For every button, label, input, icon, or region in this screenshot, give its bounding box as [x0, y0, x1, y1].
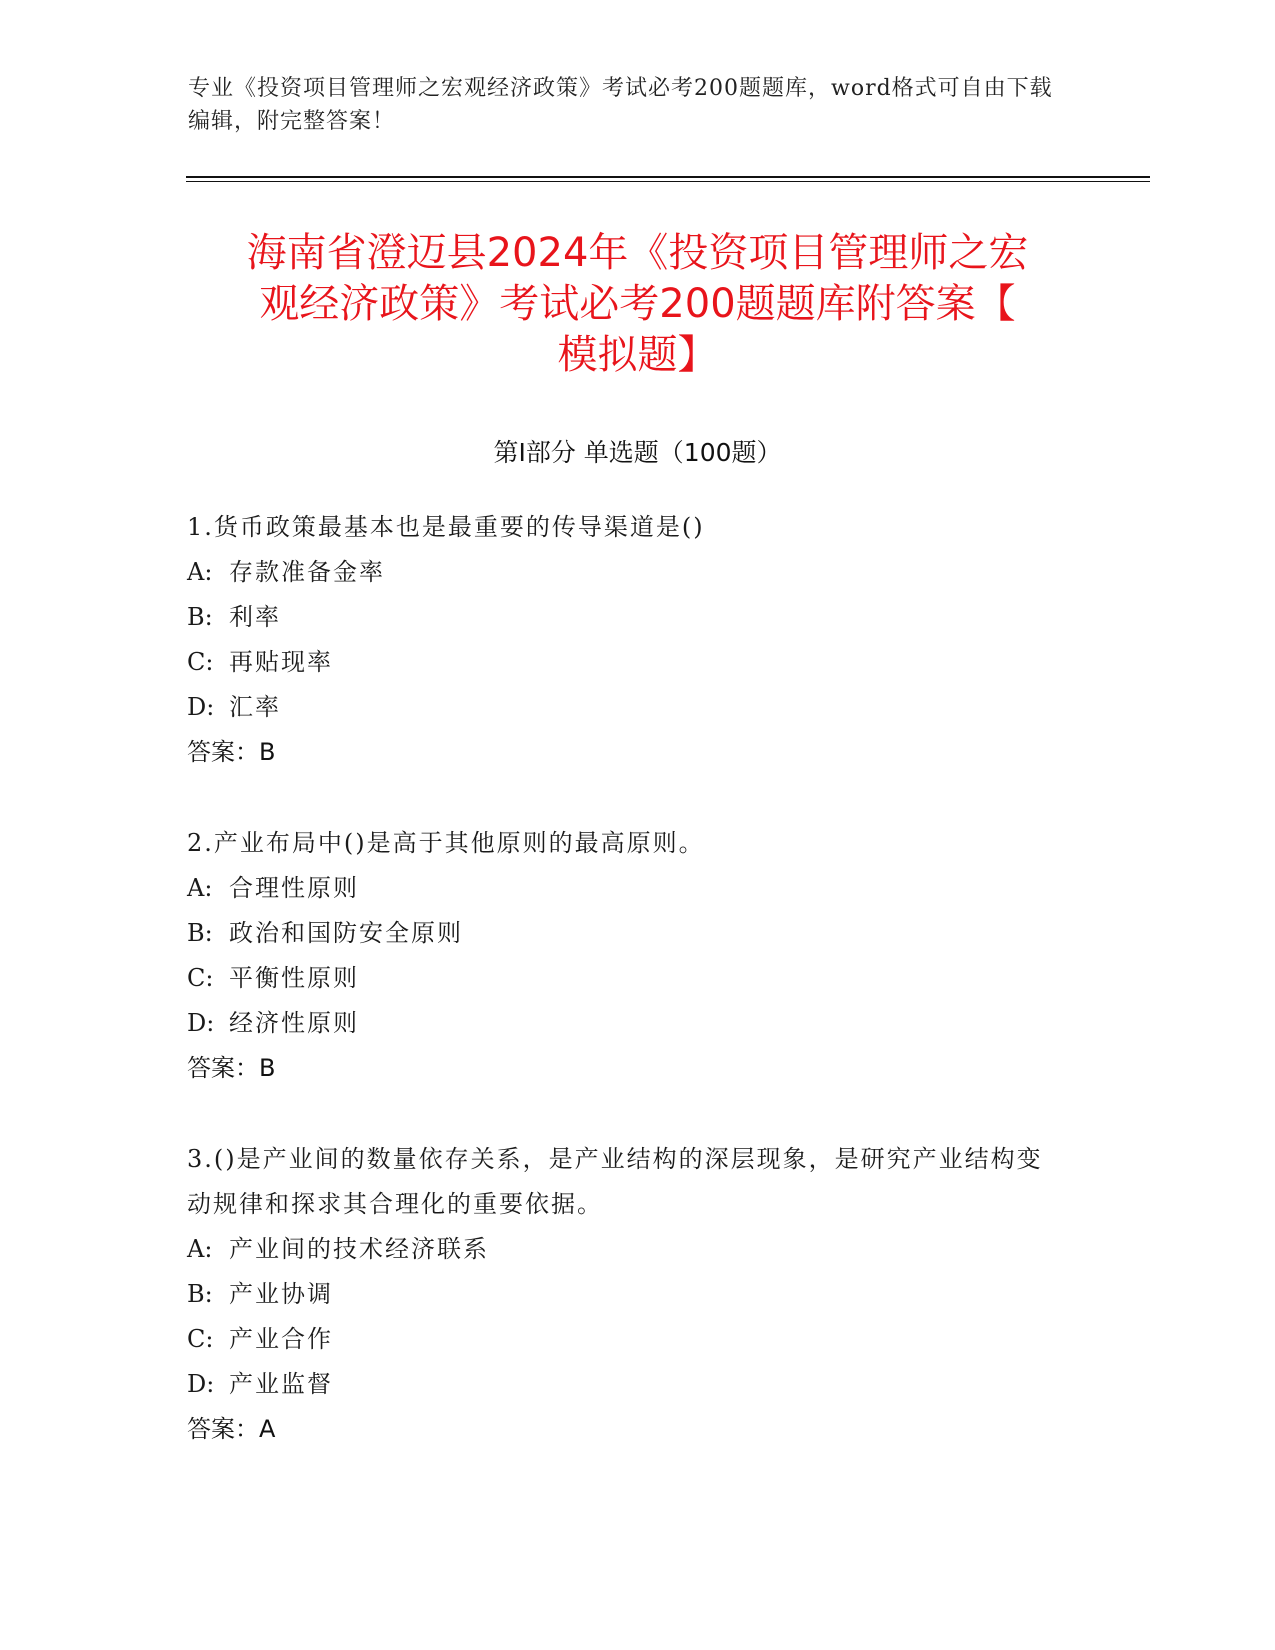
- option-c: [187, 956, 1067, 1001]
- option-c: [187, 1317, 1067, 1362]
- option-text: 政治和国防安全原则: [229, 919, 463, 947]
- option-text: 汇率: [229, 693, 281, 721]
- option-letter: D:: [187, 693, 215, 721]
- option-text: 产业间的技术经济联系: [229, 1235, 489, 1263]
- option-letter: B:: [187, 1280, 213, 1308]
- answer: 答案：A: [187, 1415, 276, 1443]
- option-letter: A:: [187, 1235, 213, 1263]
- question-stem: 2.产业布局中()是高于其他原则的最高原则。: [187, 829, 705, 857]
- option-a: [187, 550, 1067, 595]
- option-text: 平衡性原则: [229, 964, 359, 992]
- option-letter: D:: [187, 1370, 215, 1398]
- option-letter: A:: [187, 558, 213, 586]
- answer: 答案：B: [187, 1054, 276, 1082]
- question-stem: 1.货币政策最基本也是最重要的传导渠道是(): [187, 513, 705, 541]
- option-d: [187, 685, 1067, 730]
- option-letter: C:: [187, 648, 214, 676]
- option-text: 经济性原则: [229, 1009, 359, 1037]
- option-a: [187, 1227, 1067, 1272]
- option-text: 产业协调: [229, 1280, 333, 1308]
- option-text: 再贴现率: [229, 648, 333, 676]
- option-letter: D:: [187, 1009, 215, 1037]
- question-stem: 3.()是产业间的数量依存关系，是产业结构的深层现象，是研究产业结构变动规律和探求其合理化的重要依据。: [187, 1145, 1043, 1218]
- header-note: 专业《投资项目管理师之宏观经济政策》考试必考200题题库，word格式可自由下载编辑，附完整答案！: [188, 76, 1053, 134]
- question-3: [187, 1137, 1067, 1452]
- option-letter: B:: [187, 603, 213, 631]
- option-text: 存款准备金率: [229, 558, 385, 586]
- answer: 答案：B: [187, 738, 276, 766]
- option-c: [187, 640, 1067, 685]
- option-letter: C:: [187, 964, 214, 992]
- option-text: 利率: [229, 603, 281, 631]
- option-a: [187, 866, 1067, 911]
- title-line-2: 观经济政策》考试必考200题题库附答案【: [259, 281, 1016, 327]
- option-letter: B:: [187, 919, 213, 947]
- header-rule-thick: [186, 176, 1150, 178]
- option-b: [187, 595, 1067, 640]
- title-line-1: 海南省澄迈县2024年《投资项目管理师之宏: [246, 230, 1029, 276]
- title-line-3: 模拟题】: [557, 332, 718, 378]
- question-2: [187, 821, 1067, 1091]
- option-letter: A:: [187, 874, 213, 902]
- option-text: 产业监督: [229, 1370, 333, 1398]
- option-letter: C:: [187, 1325, 214, 1353]
- header-rule-thin: [186, 181, 1150, 182]
- question-1: [187, 505, 1067, 775]
- document-title: [160, 228, 1115, 381]
- option-d: [187, 1362, 1067, 1407]
- option-b: [187, 1272, 1067, 1317]
- option-text: 合理性原则: [229, 874, 359, 902]
- option-b: [187, 911, 1067, 956]
- option-text: 产业合作: [229, 1325, 333, 1353]
- option-d: [187, 1001, 1067, 1046]
- section-title: 第I部分 单选题（100题）: [493, 438, 782, 467]
